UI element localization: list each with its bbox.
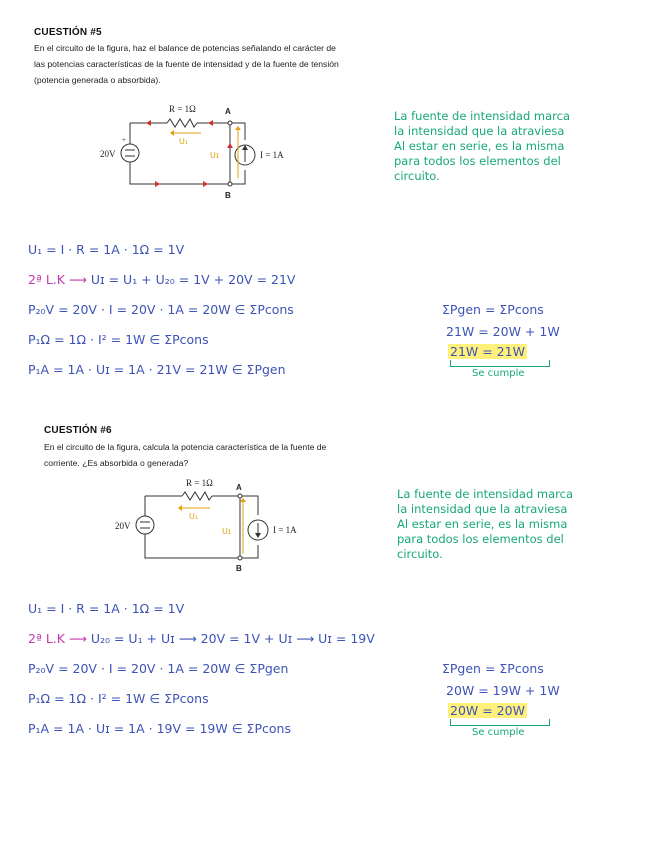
q5-title: CUESTIÓN #5 bbox=[34, 27, 102, 38]
q5-node-a-label: A bbox=[225, 107, 231, 116]
q5-eq-power-resistor: P₁Ω = 1Ω · I² = 1W ∈ ΣPcons bbox=[28, 332, 209, 347]
q6-eq-power-voltage: P₂₀V = 20V · I = 20V · 1A = 20W ∈ ΣPgen bbox=[28, 661, 289, 676]
q5-balance-values: 21W = 20W + 1W bbox=[446, 324, 560, 339]
q5-line-1: En el circuito de la figura, haz el balance de potencias señalando el carácter de bbox=[34, 43, 336, 53]
q6-node-a-label: A bbox=[236, 483, 242, 492]
q5-current-label: I = 1A bbox=[260, 150, 284, 160]
q5-note-line-1: La fuente de intensidad marca bbox=[394, 109, 571, 123]
q6-balance-values: 20W = 19W + 1W bbox=[446, 683, 560, 698]
q6-note-line-2: la intensidad que la atraviesa bbox=[397, 502, 568, 516]
q5-eq-ohm: U₁ = I · R = 1A · 1Ω = 1V bbox=[28, 242, 185, 257]
q5-line-2: las potencias características de la fuente de intensidad y de la fuente de tensión bbox=[34, 59, 339, 69]
q5-check-text: Se cumple bbox=[472, 368, 525, 379]
q6-kirchhoff-prefix: 2ª L.K ⟶ bbox=[28, 631, 87, 646]
q5-balance-result bbox=[448, 344, 527, 359]
q6-title: CUESTIÓN #6 bbox=[44, 425, 112, 436]
q5-node-b-label: B bbox=[225, 191, 231, 200]
q6-voltage-label: 20V bbox=[115, 521, 131, 531]
q5-kirchhoff-prefix: 2ª L.K ⟶ bbox=[28, 272, 87, 287]
q6-current-label: I = 1A bbox=[273, 525, 297, 535]
q5-note-line-5: circuito. bbox=[394, 169, 440, 183]
q5-voltage-label: 20V bbox=[100, 149, 116, 159]
q5-note-line-3: Al estar en serie, es la misma bbox=[394, 139, 565, 153]
q5-line-3: (potencia generada o absorbida). bbox=[34, 75, 161, 85]
q5-balance-title: ΣPgen = ΣPcons bbox=[442, 302, 544, 317]
q5-statement bbox=[34, 40, 364, 88]
q6-bracket bbox=[450, 719, 550, 726]
q6-note-line-4: para todos los elementos del bbox=[397, 532, 564, 546]
svg-text:+: + bbox=[122, 136, 126, 144]
q5-note-line-2: la intensidad que la atraviesa bbox=[394, 124, 565, 138]
q6-note-line-3: Al estar en serie, es la misma bbox=[397, 517, 568, 531]
q6-balance-result bbox=[448, 703, 527, 718]
q5-u1-label: U₁ bbox=[179, 137, 189, 146]
q6-note-line-1: La fuente de intensidad marca bbox=[397, 487, 574, 501]
q5-circuit-diagram bbox=[95, 100, 305, 205]
q5-resistor-label: R = 1Ω bbox=[169, 104, 196, 114]
q6-eq-kirchhoff bbox=[28, 631, 375, 646]
q6-line-2: corriente. ¿Es absorbida o generada? bbox=[44, 458, 189, 468]
q6-check-text: Se cumple bbox=[472, 727, 525, 738]
q6-statement bbox=[44, 439, 366, 471]
q6-line-1: En el circuito de la figura, calcula la potencia característica de la fuente de bbox=[44, 442, 327, 452]
q6-ui-label: Uɪ bbox=[222, 527, 231, 536]
q5-balance-highlight: 21W = 21W bbox=[450, 344, 525, 359]
q5-eq-kirchhoff bbox=[28, 272, 295, 287]
q5-kirchhoff-body: Uɪ = U₁ + U₂₀ = 1V + 20V = 21V bbox=[86, 272, 296, 287]
q5-note-line-4: para todos los elementos del bbox=[394, 154, 561, 168]
q5-eq-power-current: P₁A = 1A · Uɪ = 1A · 21V = 21W ∈ ΣPgen bbox=[28, 362, 286, 377]
q6-circuit-diagram bbox=[110, 478, 310, 578]
q5-ui-label: Uɪ bbox=[210, 151, 219, 160]
q6-eq-ohm: U₁ = I · R = 1A · 1Ω = 1V bbox=[28, 601, 185, 616]
q6-eq-power-resistor: P₁Ω = 1Ω · I² = 1W ∈ ΣPcons bbox=[28, 691, 209, 706]
q6-kirchhoff-body: U₂₀ = U₁ + Uɪ ⟶ 20V = 1V + Uɪ ⟶ Uɪ = 19V bbox=[86, 631, 375, 646]
q6-balance-highlight: 20W = 20W bbox=[450, 703, 525, 718]
q6-u1-label: U₁ bbox=[189, 512, 199, 521]
q6-node-b-label: B bbox=[236, 564, 242, 573]
q5-bracket bbox=[450, 360, 550, 367]
q6-eq-power-current: P₁A = 1A · Uɪ = 1A · 19V = 19W ∈ ΣPcons bbox=[28, 721, 291, 736]
q5-note bbox=[394, 109, 570, 184]
q6-resistor-label: R = 1Ω bbox=[186, 478, 213, 488]
q6-note-line-5: circuito. bbox=[397, 547, 443, 561]
q6-balance-title: ΣPgen = ΣPcons bbox=[442, 661, 544, 676]
q5-eq-power-voltage: P₂₀V = 20V · I = 20V · 1A = 20W ∈ ΣPcons bbox=[28, 302, 294, 317]
q6-note bbox=[397, 487, 573, 562]
